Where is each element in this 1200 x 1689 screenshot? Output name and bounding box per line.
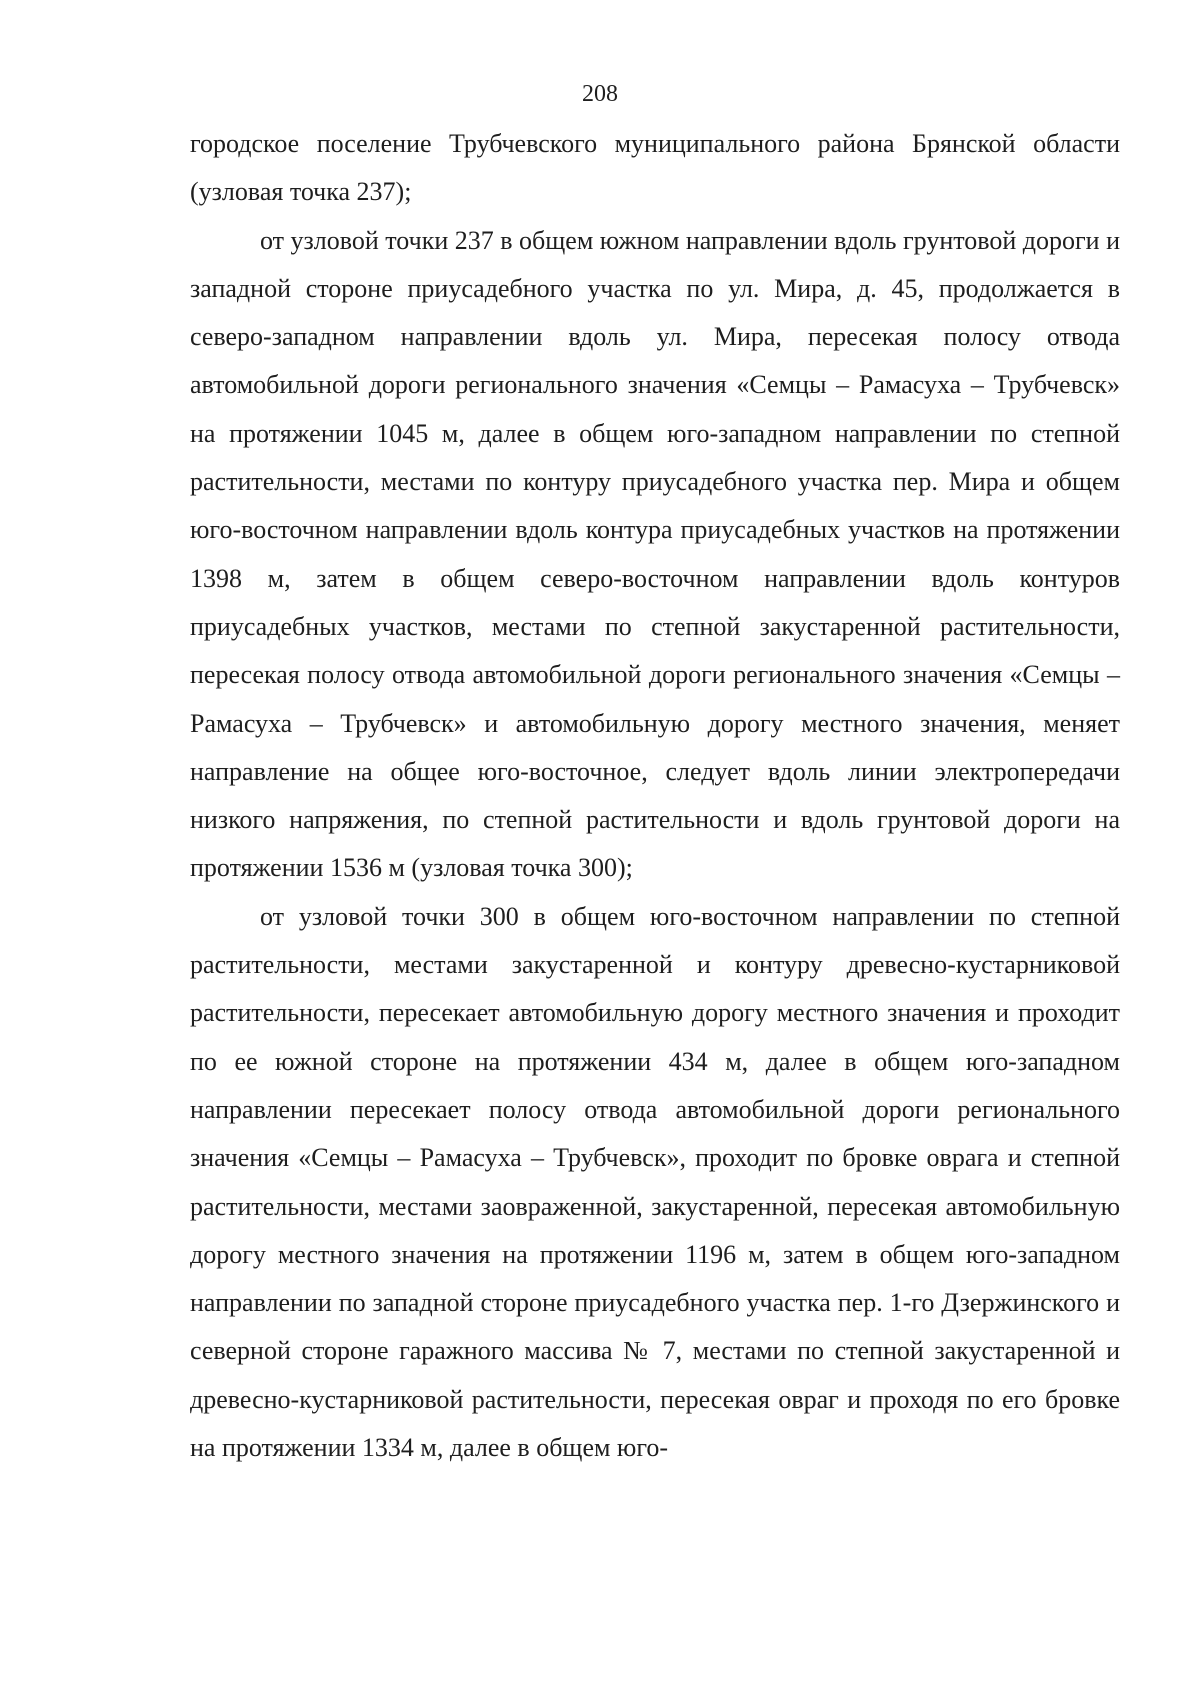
paragraph-continuation: городское поселение Трубчевского муниципального района Брянской области (узловая точка 237); bbox=[190, 129, 1120, 207]
paragraph-node-237: от узловой точки 237 в общем южном направлении вдоль грунтовой дороги и западной стороне приусадебного участка по ул. Мира, д. 45, продолжается в северо-западном направлении вдоль ул. Мира, пересекая полосу отвода автомобильной дороги регионального значения «Семцы – Рамасуха – Трубчевск» на протяжении 1045 м, далее в общем юго-западном направлении по степной растительности, местами по контуру приусадебного участка пер. Мира и общем юго-восточном направлении вдоль контура приусадебных участков на протяжении 1398 м, затем в общем северо-восточном направлении вдоль контуров приусадебных участков, местами по степной закустаренной растительности, пересекая полосу отвода автомобильной дороги регионального значения «Семцы – Рамасуха – Трубчевск» и автомобильную дорогу местного значения, меняет направление на общее юго-восточное, следует вдоль линии электропередачи низкого напряжения, по степной растительности и вдоль грунтовой дороги на протяжении 1536 м (узловая точка 300); bbox=[190, 225, 1120, 883]
page-number: 208 bbox=[582, 81, 618, 107]
paragraph-node-300: от узловой точки 300 в общем юго-восточном направлении по степной растительности, местами закустаренной и контуру древесно-кустарниковой растительности, пересекает автомобильную дорогу местного значения и проходит по ее южной стороне на протяжении 434 м, далее в общем юго-западном направлении пересекает полосу отвода автомобильной дороги регионального значения «Семцы – Рамасуха – Трубчевск», проходит по бровке оврага и степной растительности, местами заовраженной, закустаренной, пересекая автомобильную дорогу местного значения на протяжении 1196 м, затем в общем юго-западном направлении по западной стороне приусадебного участка пер. 1-го Дзержинского и северной стороне гаражного массива № 7, местами по степной закустаренной и древесно-кустарниковой растительности, пересекая овраг и проходя по его бровке на протяжении 1334 м, далее в общем юго- bbox=[190, 901, 1120, 1463]
document-body bbox=[190, 120, 1120, 1472]
